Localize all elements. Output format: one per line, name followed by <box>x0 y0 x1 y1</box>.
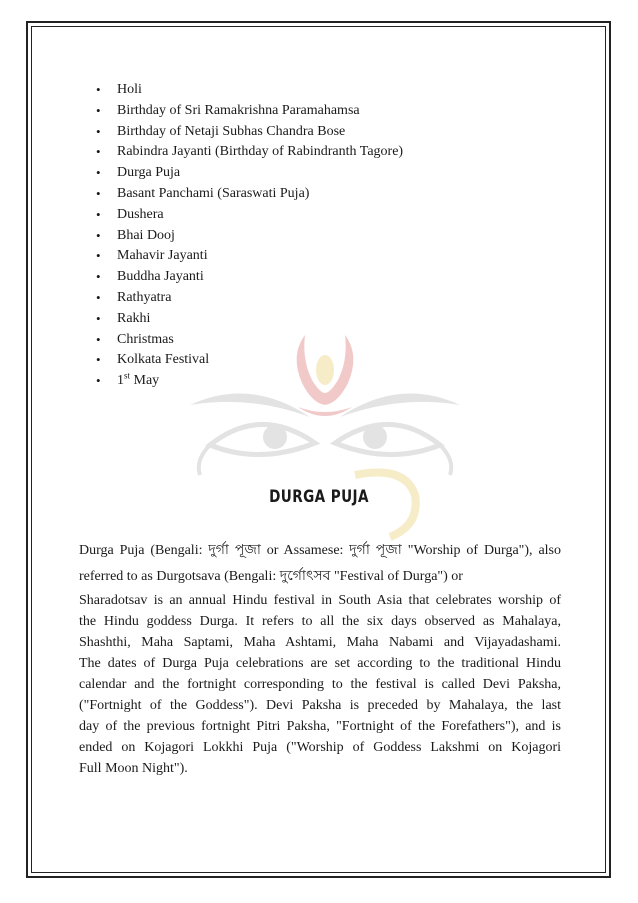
paragraph-line: the Hindu goddess Durga. It refers to all the six days observed as Mahalaya, <box>79 614 561 629</box>
paragraph-line: referred to as Durgotsava (Bengali: দুর্গোৎসব "Festival of Durga") or <box>79 569 463 584</box>
bullet-icon: • <box>96 289 101 305</box>
list-item: • Durga Puja <box>96 163 403 184</box>
bullet-icon: • <box>96 102 101 118</box>
list-item: • Basant Panchami (Saraswati Puja) <box>96 184 403 205</box>
bullet-icon: • <box>96 165 101 181</box>
bullet-icon: • <box>96 248 101 264</box>
list-item: • Buddha Jayanti <box>96 267 403 288</box>
bullet-icon: • <box>96 310 101 326</box>
paragraph-line: Sharadotsav is an annual Hindu festival in South Asia that celebrates worship of <box>79 593 561 608</box>
bullet-icon: • <box>96 227 101 243</box>
bullet-icon: • <box>96 206 101 222</box>
bullet-icon: • <box>96 269 101 285</box>
bullet-icon: • <box>96 144 101 160</box>
paragraph-line: Full Moon Night"). <box>79 761 188 776</box>
section-heading: DURGA PUJA <box>269 487 369 507</box>
list-item: • Dushera <box>96 205 403 226</box>
bullet-icon: • <box>96 123 101 139</box>
bullet-icon: • <box>96 373 101 389</box>
list-item: • Holi <box>96 80 403 101</box>
paragraph-line: ("Fortnight of the Goddess"). Devi Paksha is preceded by Mahalaya, the last <box>79 698 561 713</box>
paragraph-line: Durga Puja (Bengali: দুর্গা পূজা or Assamese: দুৰ্গা পূজা "Worship of Durga"), also <box>79 543 561 558</box>
bullet-icon: • <box>96 185 101 201</box>
festival-list <box>96 80 403 392</box>
list-item: • Bhai Dooj <box>96 226 403 247</box>
list-item: • Birthday of Sri Ramakrishna Paramahamsa <box>96 101 403 122</box>
paragraph-line: ended on Kojagori Lokkhi Puja ("Worship of Goddess Lakshmi on Kojagori <box>79 740 561 755</box>
durga-puja-paragraph <box>79 538 561 779</box>
list-item: • 1st May <box>96 371 403 392</box>
paragraph-line: Shashthi, Maha Saptami, Maha Ashtami, Maha Nabami and Vijayadashami. <box>79 635 561 650</box>
bullet-icon: • <box>96 352 101 368</box>
list-item: • Rakhi <box>96 309 403 330</box>
paragraph-line: The dates of Durga Puja celebrations are set according to the traditional Hindu <box>79 656 561 671</box>
paragraph-line: day of the previous fortnight Pitri Paksha, "Fortnight of the Forefathers"), and is <box>79 719 561 734</box>
list-item: • Mahavir Jayanti <box>96 246 403 267</box>
list-item: • Rathyatra <box>96 288 403 309</box>
bullet-icon: • <box>96 82 101 97</box>
bullet-icon: • <box>96 331 101 347</box>
list-item: • Birthday of Netaji Subhas Chandra Bose <box>96 122 403 143</box>
list-item: • Christmas <box>96 330 403 351</box>
list-item: • Kolkata Festival <box>96 350 403 371</box>
paragraph-line: calendar and the fortnight corresponding to the festival is called Devi Paksha, <box>79 677 561 692</box>
list-item: • Rabindra Jayanti (Birthday of Rabindranth Tagore) <box>96 142 403 163</box>
